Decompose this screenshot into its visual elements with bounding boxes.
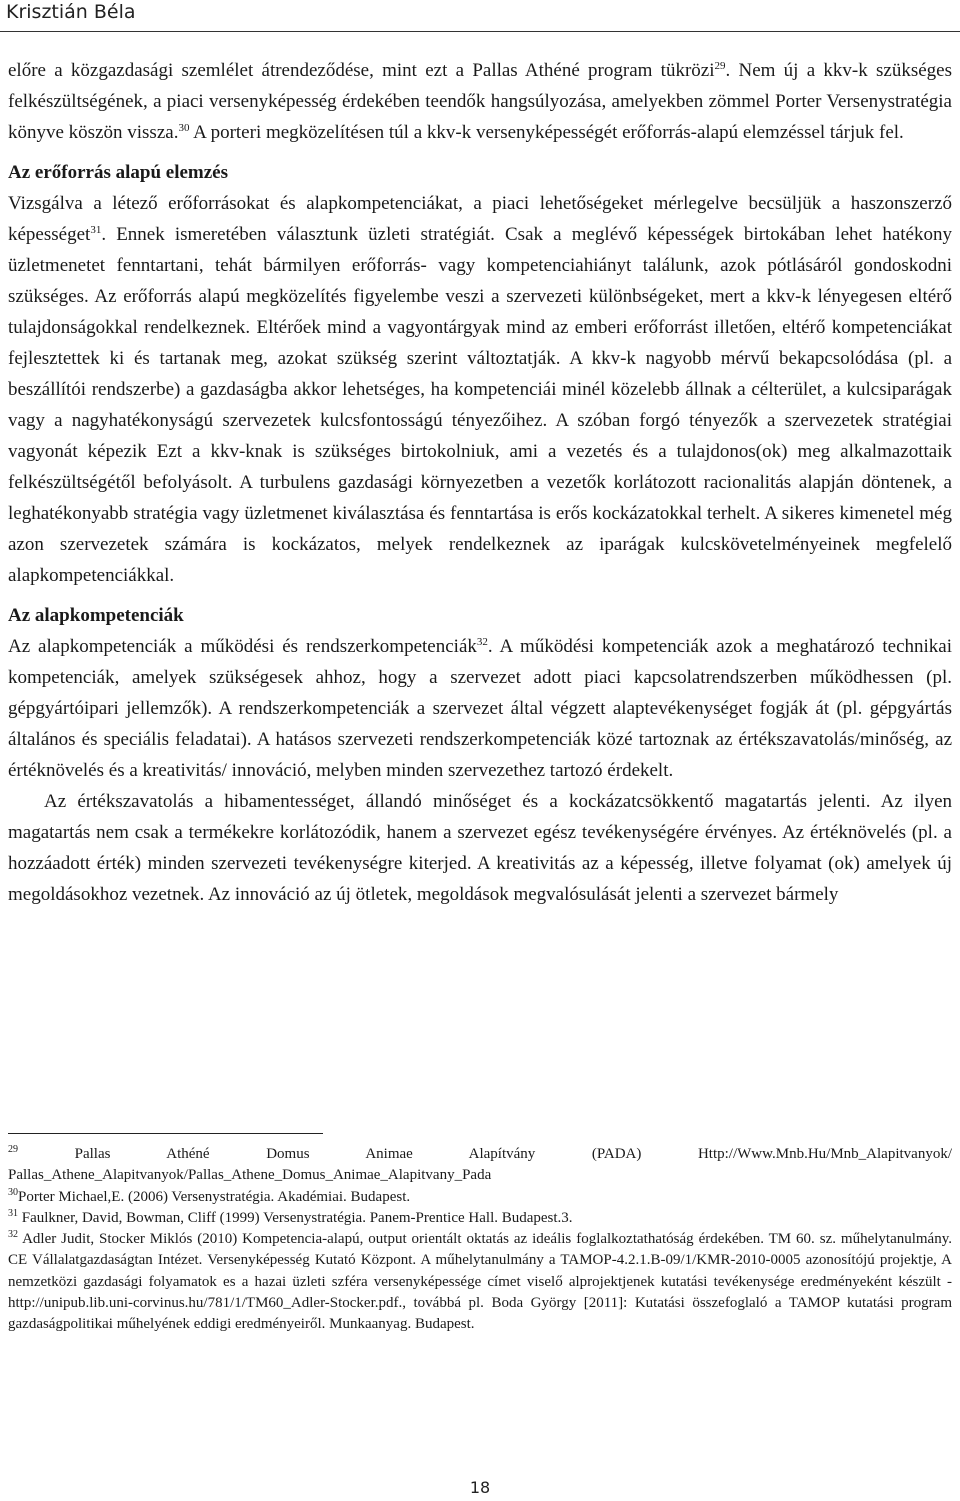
footnote-31 [8,1208,952,1229]
text-run: Vizsgálva a létező erőforrásokat és alapkompetenciákat, a piaci lehetőségeket mérlegelve becsüljük a haszonszerző képességet [8,193,952,245]
page-number: 18 [469,1478,491,1497]
footnote-separator [8,1133,323,1134]
header-rule [0,31,960,32]
paragraph-value: Az értékszavatolás a hibamentességet, állandó minőséget és a kockázatcsökkentő magatartás jelenti. Az ilyen magatartás nem csak a termékekre korlátozódik, hanem a szervezet egész tevékenységére érvényes. Az értéknövelés (pl. a hozzáadott érték) minden szervezeti tevékenységre kiterjed. A kreativitás az a képesség, illetve folyamat (ok) amelyek új megoldásokhoz vezetnek. Az innováció az új ötletek, megoldások megvalósulását jelenti a szervezet bármely [8,791,952,905]
section-heading-competencies: Az alapkompetenciák [8,605,184,626]
text-run: . A működési kompetenciák azok a meghatározó technikai kompetenciák, amelyek szükségesek ahhoz, hogy a szervezet adott piaci kapcsolatrendszerben működhessen (pl. gépgyártóipari jellemzők). A rendszerkompetenciák a szervezet által végzett alaptevékenységet fogják át (pl. gépgyártás általános és speciális feladatai). A hatásos szervezeti rendszerkompetenciák közé tartoznak az értékszavatolás/minőség, az értéknövelés és a kreativitás/ innováció, melyben minden szervezethez tartozó érdekelt. [8,636,952,781]
paragraph-competencies [8,631,952,786]
footnote-ref-31[interactable]: 31 [90,224,102,236]
footnote-ref-29[interactable]: 29 [714,60,726,72]
footnote-text: Faulkner, David, Bowman, Cliff (1999) Versenystratégia. Panem-Prentice Hall. Budapest.3. [18,1209,573,1226]
footnote-30 [8,1187,952,1208]
footnote-ref-32[interactable]: 32 [476,636,488,648]
paragraph-resource [8,188,952,591]
footnote-text: Adler Judit, Stocker Miklós (2010) Kompetencia-alapú, output orientált oktatás az ideális foglalkoztathatóság érdekében. TM 60. sz. műhelytanulmány. CE Vállalatgazdaságtan Intézet. Versenyképesség Kutató Központ. A műhelytanulmány a TAMOP-4.2.1.B-09/1/KMR-2010-0005 azonosítójú projektje, A nemzetközi gazdasági folyamatok es a hazai üzleti szféra versenyképessége címet viselő alprojektjenek kutatási tevékenysége eredményeként készült - http://unipub.lib.uni-corvinus.hu/781/1/TM60_Adler-Stocker.pdf., továbbá pl. Boda György [2011]: Kutatási összefoglaló a TAMOP kutatási program gazdaságpolitikai műhelyének eddigi eredményeiről. Munkaanyag. Budapest. [8,1231,952,1333]
footnote-text: Porter Michael,E. (2006) Versenystratégia. Akadémiai. Budapest. [18,1188,411,1205]
footnote-number: 31 [8,1207,18,1219]
text-run: . Nem új a kkv-k szükséges felkészültségének, a piaci versenyképesség érdekében teendők hangsúlyozása, amelyekben zömmel Porter Versenystratégia könyve köszön vissza. [8,60,952,143]
text-run: . Ennek ismeretében választunk üzleti stratégiát. Csak a meglévő képességek birtokában lehet hatékony üzletmenetet fenntartani, tehát bármilyen erőforrás- vagy kompetenciahiányt találunk, azok pótlásáról gondoskodni szükséges. Az erőforrás alapú megközelítés figyelembe veszi a szervezeti különbségeket, mert a kkv-k lényegesen eltérő tulajdonságokkal rendelkeznek. Eltérőek mind a vagyontárgyak mind az emberi erőforrást illetően, eltérő kompetenciákat fejlesztettek ki és tartanak meg, azokat szükség szerint változtatják. A kkv-k nagyobb mérvű bekapcsolódása (pl. a beszállítói rendszerbe) a gazdaságba akkor lehetséges, ha kompetenciái minél közelebb állnak a célterület, a kulcsiparágak vagy a nagyhatékonyságú szervezetek kulcsfontosságú tényezőihez. A szóban forgó tényezők a szervezetek stratégiai vagyonát képezik Ezt a kkv-knak is szükséges birtokolniuk, ami a vezetés és a tulajdonos(ok) meg alkalmazottaik felkészültségétől befolyásolt. A turbulens gazdasági környezetben a vezetők korlátozott racionalitás alapján döntenek, a leghatékonyabb stratégia vagy üzletmenet kiválasztása és fenntartása is erős kockázatokkal terhelt. A sikeres kimenetel még azon szervezetek számára is kockázatos, melyek rendelkeznek az iparágak kulcskövetelményeinek megfelelő alapkompetenciákkal. [8,224,952,586]
text-run: előre a közgazdasági szemlélet átrendeződése, mint ezt a Pallas Athéné program tükrözi [8,60,715,81]
footnote-32 [8,1229,952,1335]
text-run: A porteri megközelítésen túl a kkv-k versenyképességét erőforrás-alapú elemzéssel tárjuk fel. [189,122,904,143]
footnote-number: 29 [8,1144,18,1155]
footnote-text: Pallas Athéné Domus Animae Alapítvány (PADA) Http://Www.Mnb.Hu/Mnb_Alapitvanyok/ Pallas_Athene_Alapitvanyok/Pallas_Athene_Domus_Animae_Alapitvany_Pada [8,1146,952,1184]
paragraph-intro [8,55,952,148]
text-run: Az alapkompetenciák a működési és rendszerkompetenciák [8,636,477,657]
section-heading-resource: Az erőforrás alapú elemzés [8,162,229,183]
page-header [0,0,960,34]
footnote-ref-30[interactable]: 30 [178,122,190,134]
main-text [8,55,952,910]
footnote-number: 30 [8,1186,18,1198]
footnote-number: 32 [8,1229,18,1241]
footnotes [8,1144,952,1336]
header-author: Krisztián Béla [6,1,136,23]
footnote-29 [8,1144,952,1187]
